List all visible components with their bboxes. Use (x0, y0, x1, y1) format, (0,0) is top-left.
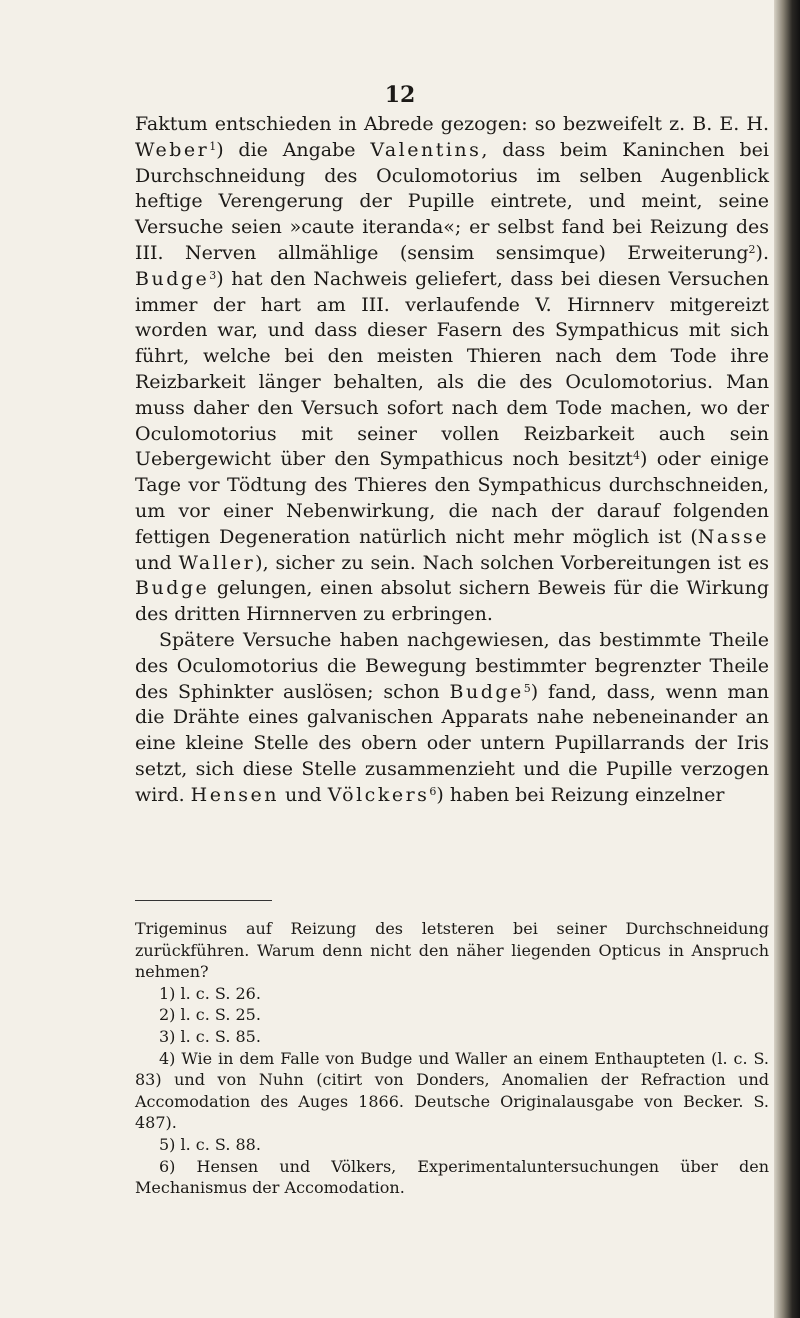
paragraph-1 (135, 112, 769, 628)
footnote-ref: 5 (523, 681, 531, 695)
footnote-ref: 6 (429, 784, 437, 798)
footnote-item: 6) Hensen und Völkers, Experimentaluntersuchungen über den Mechanismus der Accomodation. (135, 1156, 769, 1198)
main-text (135, 112, 769, 809)
author-name: Waller (178, 551, 256, 574)
text-run: ), sicher zu sein. Nach solchen Vorbereitungen ist es (255, 551, 769, 574)
footnote-ref: 4 (632, 449, 640, 463)
text-run: ) oder einige Tage vor Tödtung des Thieres den Sympathicus durchschneiden, um vor einer Nebenwirkung, die nach der darauf folgenden fettigen Degeneration natürlich nicht mehr möglich ist ( (135, 448, 769, 548)
author-name: Budge (449, 680, 524, 703)
author-name: Hensen (190, 783, 279, 806)
paragraph-2 (135, 628, 769, 809)
footnote-item: 2) l. c. S. 25. (159, 1005, 261, 1025)
page-number: 12 (384, 82, 416, 108)
author-name: Valentins (370, 138, 482, 161)
footnote-item: 3) l. c. S. 85. (159, 1026, 261, 1046)
footnote-item: 5) l. c. S. 88. (159, 1134, 261, 1154)
text-run: ). (755, 241, 769, 264)
footnote-ref: 3 (209, 268, 217, 282)
text-run: gelungen, einen absolut sichern Beweis für die Wirkung des dritten Hirnnerven zu erbringen. (135, 577, 769, 626)
footnote-item: 1) l. c. S. 26. (159, 983, 261, 1003)
author-name: Budge (135, 577, 210, 600)
author-name: Budge (135, 267, 210, 290)
text-run: und (278, 783, 328, 806)
text-run: Faktum entschieden in Abrede gezogen: so bezweifelt z. B. E. H. (135, 113, 769, 135)
text-run: Spätere Versuche haben nachgewiesen, das bestimmte Theile des Oculomotorius die Bewegung bestimmter begrenzter Theile des Sphinkter auslösen; schon (135, 628, 769, 703)
text-run: ) hat den Nachweis geliefert, dass bei diesen Versuchen immer der hart am III. verlaufende V. Hirnnerv mitgereizt worden war, und dass dieser Fasern des Sympathicus mit sich führt, welche bei den meisten Thieren nach dem Tode ihre Reizbarkeit länger behalten, als die des Oculomotorius. Man muss daher den Versuch sofort nach dem Tode machen, wo der Oculomotorius mit seiner vollen Reizbarkeit auch sein Uebergewicht über den Sympathicus noch besitzt (135, 267, 769, 471)
footnote-ref: 2 (748, 242, 756, 256)
author-name: Nasse (697, 525, 769, 548)
text-run: , dass beim Kaninchen bei Durchschneidung des Oculomotorius im selben Augenblick heftige Verengerung der Pupille eintrete, und meint, seine Versuche seien »caute iteranda«; er selbst fand bei Reizung des III. Nerven allmählige (sensim sensimque) Erweiterung (135, 138, 770, 264)
text-run: ) haben bei Reizung einzelner (436, 783, 725, 806)
footnote-divider (135, 900, 272, 901)
footnote-item: 4) Wie in dem Falle von Budge und Waller an einem Enthaupteten (l. c. S. 83) und von Nuhn (citirt von Donders, Anomalien der Refraction und Accomodation des Auges 1866. Deutsche Originalausgabe von Becker. S. 487). (135, 1048, 769, 1133)
text-run: ) fand, dass, wenn man die Drähte eines galvanischen Apparats nahe nebeneinander an eine kleine Stelle des obern oder untern Pupillarrands der Iris setzt, sich diese Stelle zusammenzieht und die Pupille verzogen wird. (135, 680, 769, 806)
footnote-ref: 1 (209, 139, 217, 153)
text-run: und (135, 551, 179, 574)
author-name: Weber (135, 138, 210, 161)
book-binding-edge (774, 0, 800, 1318)
footnotes (135, 918, 769, 1199)
author-name: Völckers (327, 783, 430, 806)
footnote-continuation: Trigeminus auf Reizung des letsteren bei seiner Durchschneidung zurückführen. Warum denn nicht den näher liegenden Opticus in Anspruch nehmen? (135, 919, 769, 982)
text-run: ) die Angabe (216, 138, 371, 161)
